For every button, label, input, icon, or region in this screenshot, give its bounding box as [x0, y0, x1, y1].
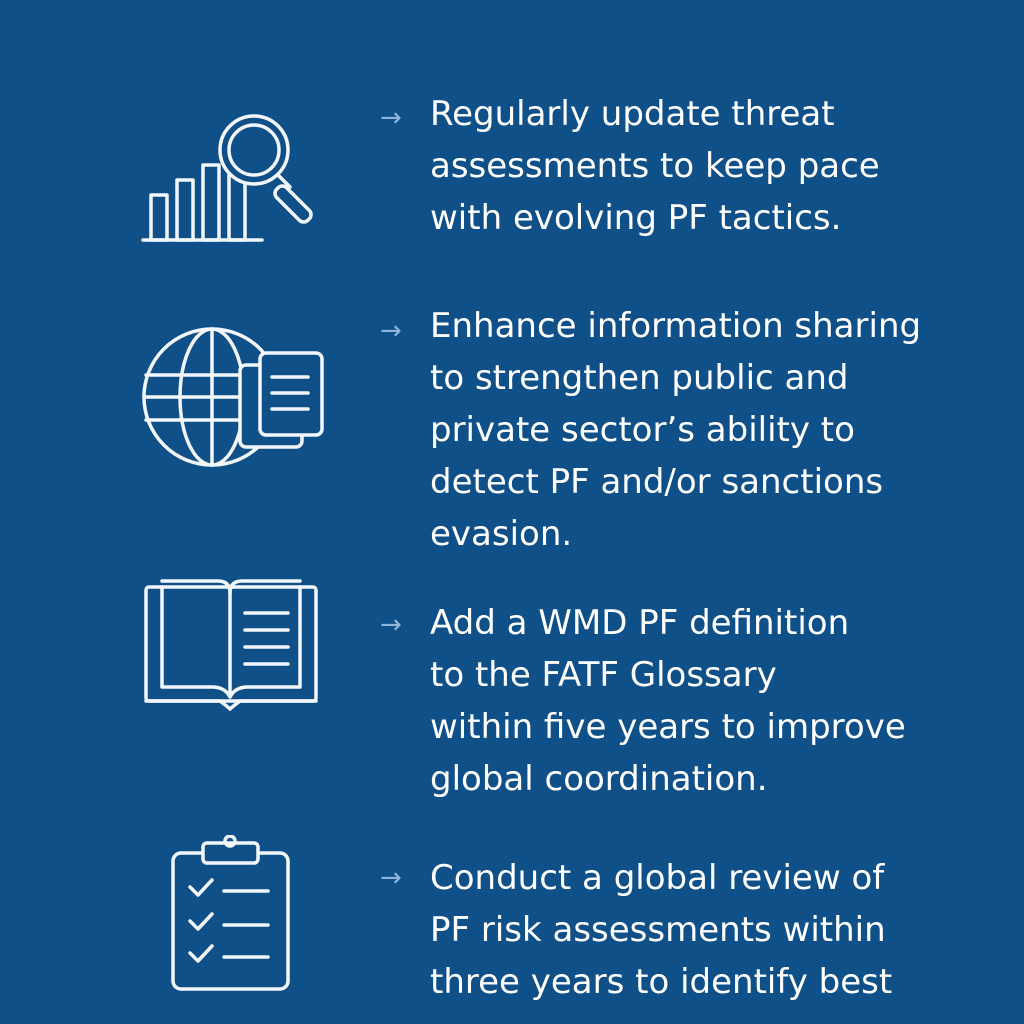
text-line: Enhance information sharing: [430, 306, 922, 346]
text-line: global coordination.: [430, 759, 768, 799]
recommendation-text: [430, 597, 1010, 805]
text-line: evasion.: [430, 514, 573, 554]
text-line: assessments to keep pace: [430, 146, 880, 186]
text-line: within five years to improve: [430, 707, 906, 747]
text-line: Add a WMD PF definition: [430, 603, 850, 643]
arrow-icon: →: [380, 610, 402, 640]
text-line: PF risk assessments within: [430, 910, 886, 950]
text-line: to the FATF Glossary: [430, 655, 777, 695]
text-line: private sector’s ability to: [430, 410, 855, 450]
text-line: detect PF and/or sanctions: [430, 462, 884, 502]
globe-documents-icon: [140, 325, 330, 475]
recommendation-text: [430, 88, 1010, 244]
clipboard-checklist-icon: [168, 835, 298, 995]
arrow-icon: →: [380, 103, 402, 133]
text-line: three years to identify best: [430, 962, 893, 1002]
open-book-icon: [140, 575, 325, 715]
arrow-icon: →: [380, 316, 402, 346]
chart-magnifier-icon: [140, 110, 330, 245]
recommendation-text: [430, 300, 1010, 560]
recommendation-text: [430, 852, 1010, 1008]
text-line: Conduct a global review of: [430, 858, 885, 898]
arrow-icon: →: [380, 863, 402, 893]
text-line: with evolving PF tactics.: [430, 198, 842, 238]
text-line: to strengthen public and: [430, 358, 849, 398]
text-line: Regularly update threat: [430, 94, 835, 134]
